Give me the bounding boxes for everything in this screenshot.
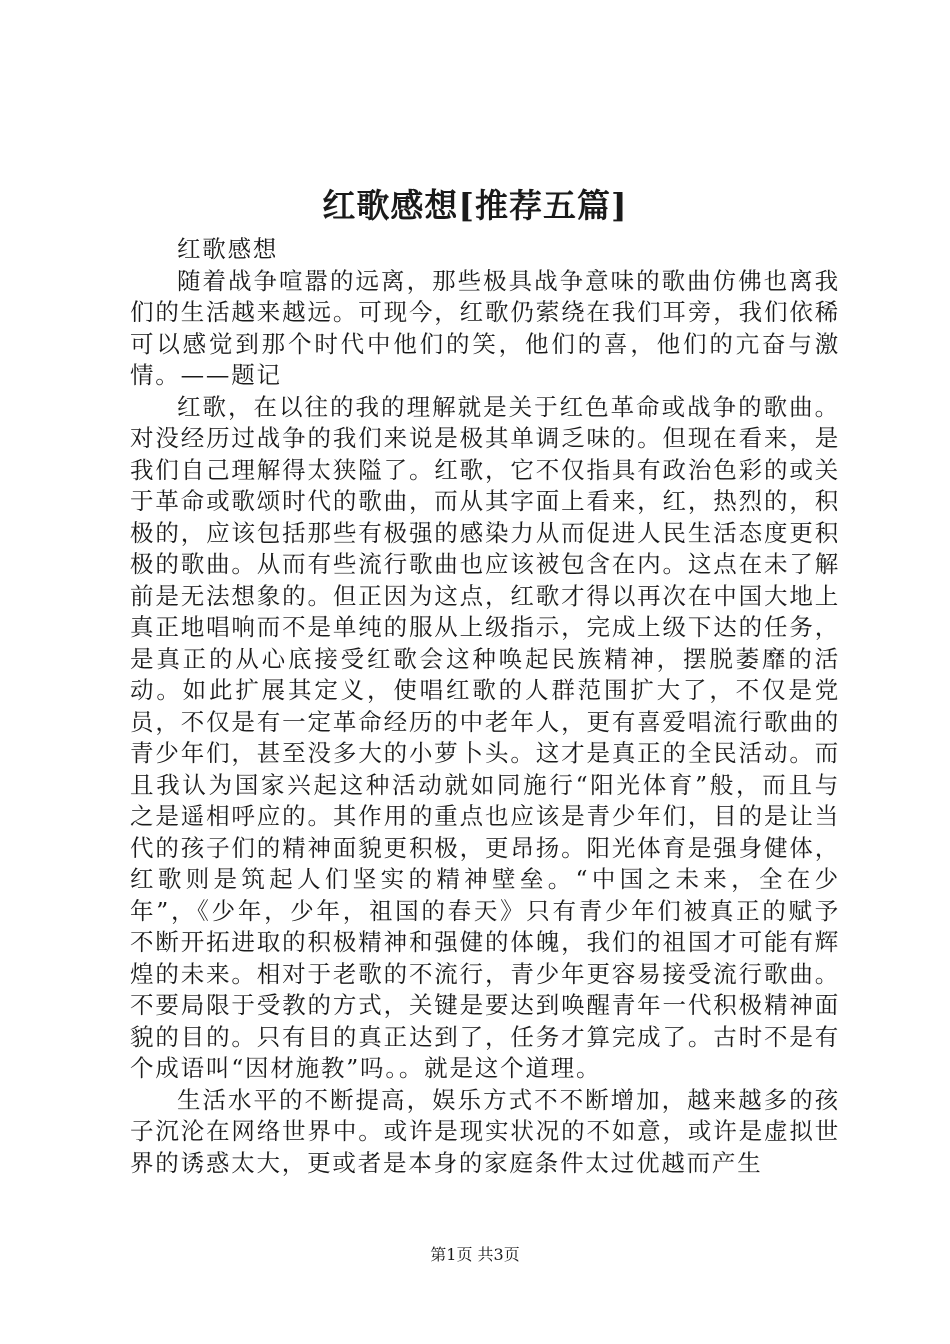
page-footer: 第1页 共3页 [430,1245,520,1264]
paragraph-continued: 生活水平的不断提高，娱乐方式不不断增加，越来越多的孩子沉沦在网络世界中。或许是现实状况的不如意，或许是虚拟世界的诱惑太大，更或者是本身的家庭条件太过优越而产生 [130,1085,840,1177]
paragraph-heading: 红歌感想 [177,235,279,263]
paragraph-epigraph: 随着战争喧嚣的远离，那些极具战争意味的歌曲仿佛也离我们的生活越来越远。可现今，红歌仍萦绕在我们耳旁，我们依稀可以感觉到那个时代中他们的笑，他们的喜，他们的亢奋与激情。——题记 [130,266,840,389]
document-title: 红歌感想[推荐五篇] [322,186,628,225]
paragraph-main: 红歌，在以往的我的理解就是关于红色革命或战争的歌曲。对没经历过战争的我们来说是极其单调乏味的。但现在看来，是我们自己理解得太狭隘了。红歌，它不仅指具有政治色彩的或关于革命或歌颂时代的歌曲，而从其字面上看来，红，热烈的，积极的，应该包括那些有极强的感染力从而促进人民生活态度更积极的歌曲。从而有些流行歌曲也应该被包含在内。这点在未了解前是无法想象的。但正因为这点，红歌才得以再次在中国大地上真正地唱响而不是单纯的服从上级指示，完成上级下达的任务，是真正的从心底接受红歌会这种唤起民族精神，摆脱萎靡的活动。如此扩展其定义，使唱红歌的人群范围扩大了，不仅是党员，不仅是有一定革命经历的中老年人，更有喜爱唱流行歌曲的青少年们，甚至没多大的小萝卜头。这才是真正的全民活动。而且我认为国家兴起这种活动就如同施行“阳光体育”般，而且与之是遥相呼应的。其作用的重点也应该是青少年们，目的是让当代的孩子们的精神面貌更积极，更昂扬。阳光体育是强身健体，红歌则是筑起人们坚实的精神壁垒。“中国之未来，全在少年”，《少年，少年，祖国的春天》只有青少年们被真正的赋予不断开拓进取的积极精神和强健的体魄，我们的祖国才可能有辉煌的未来。相对于老歌的不流行，青少年更容易接受流行歌曲。不要局限于受教的方式，关键是要达到唤醒青年一代积极精神面貌的目的。只有目的真正达到了，任务才算完成了。古时不是有个成语叫“因材施教”吗。。就是这个道理。 [130,392,840,1082]
document-body [130,234,840,1179]
